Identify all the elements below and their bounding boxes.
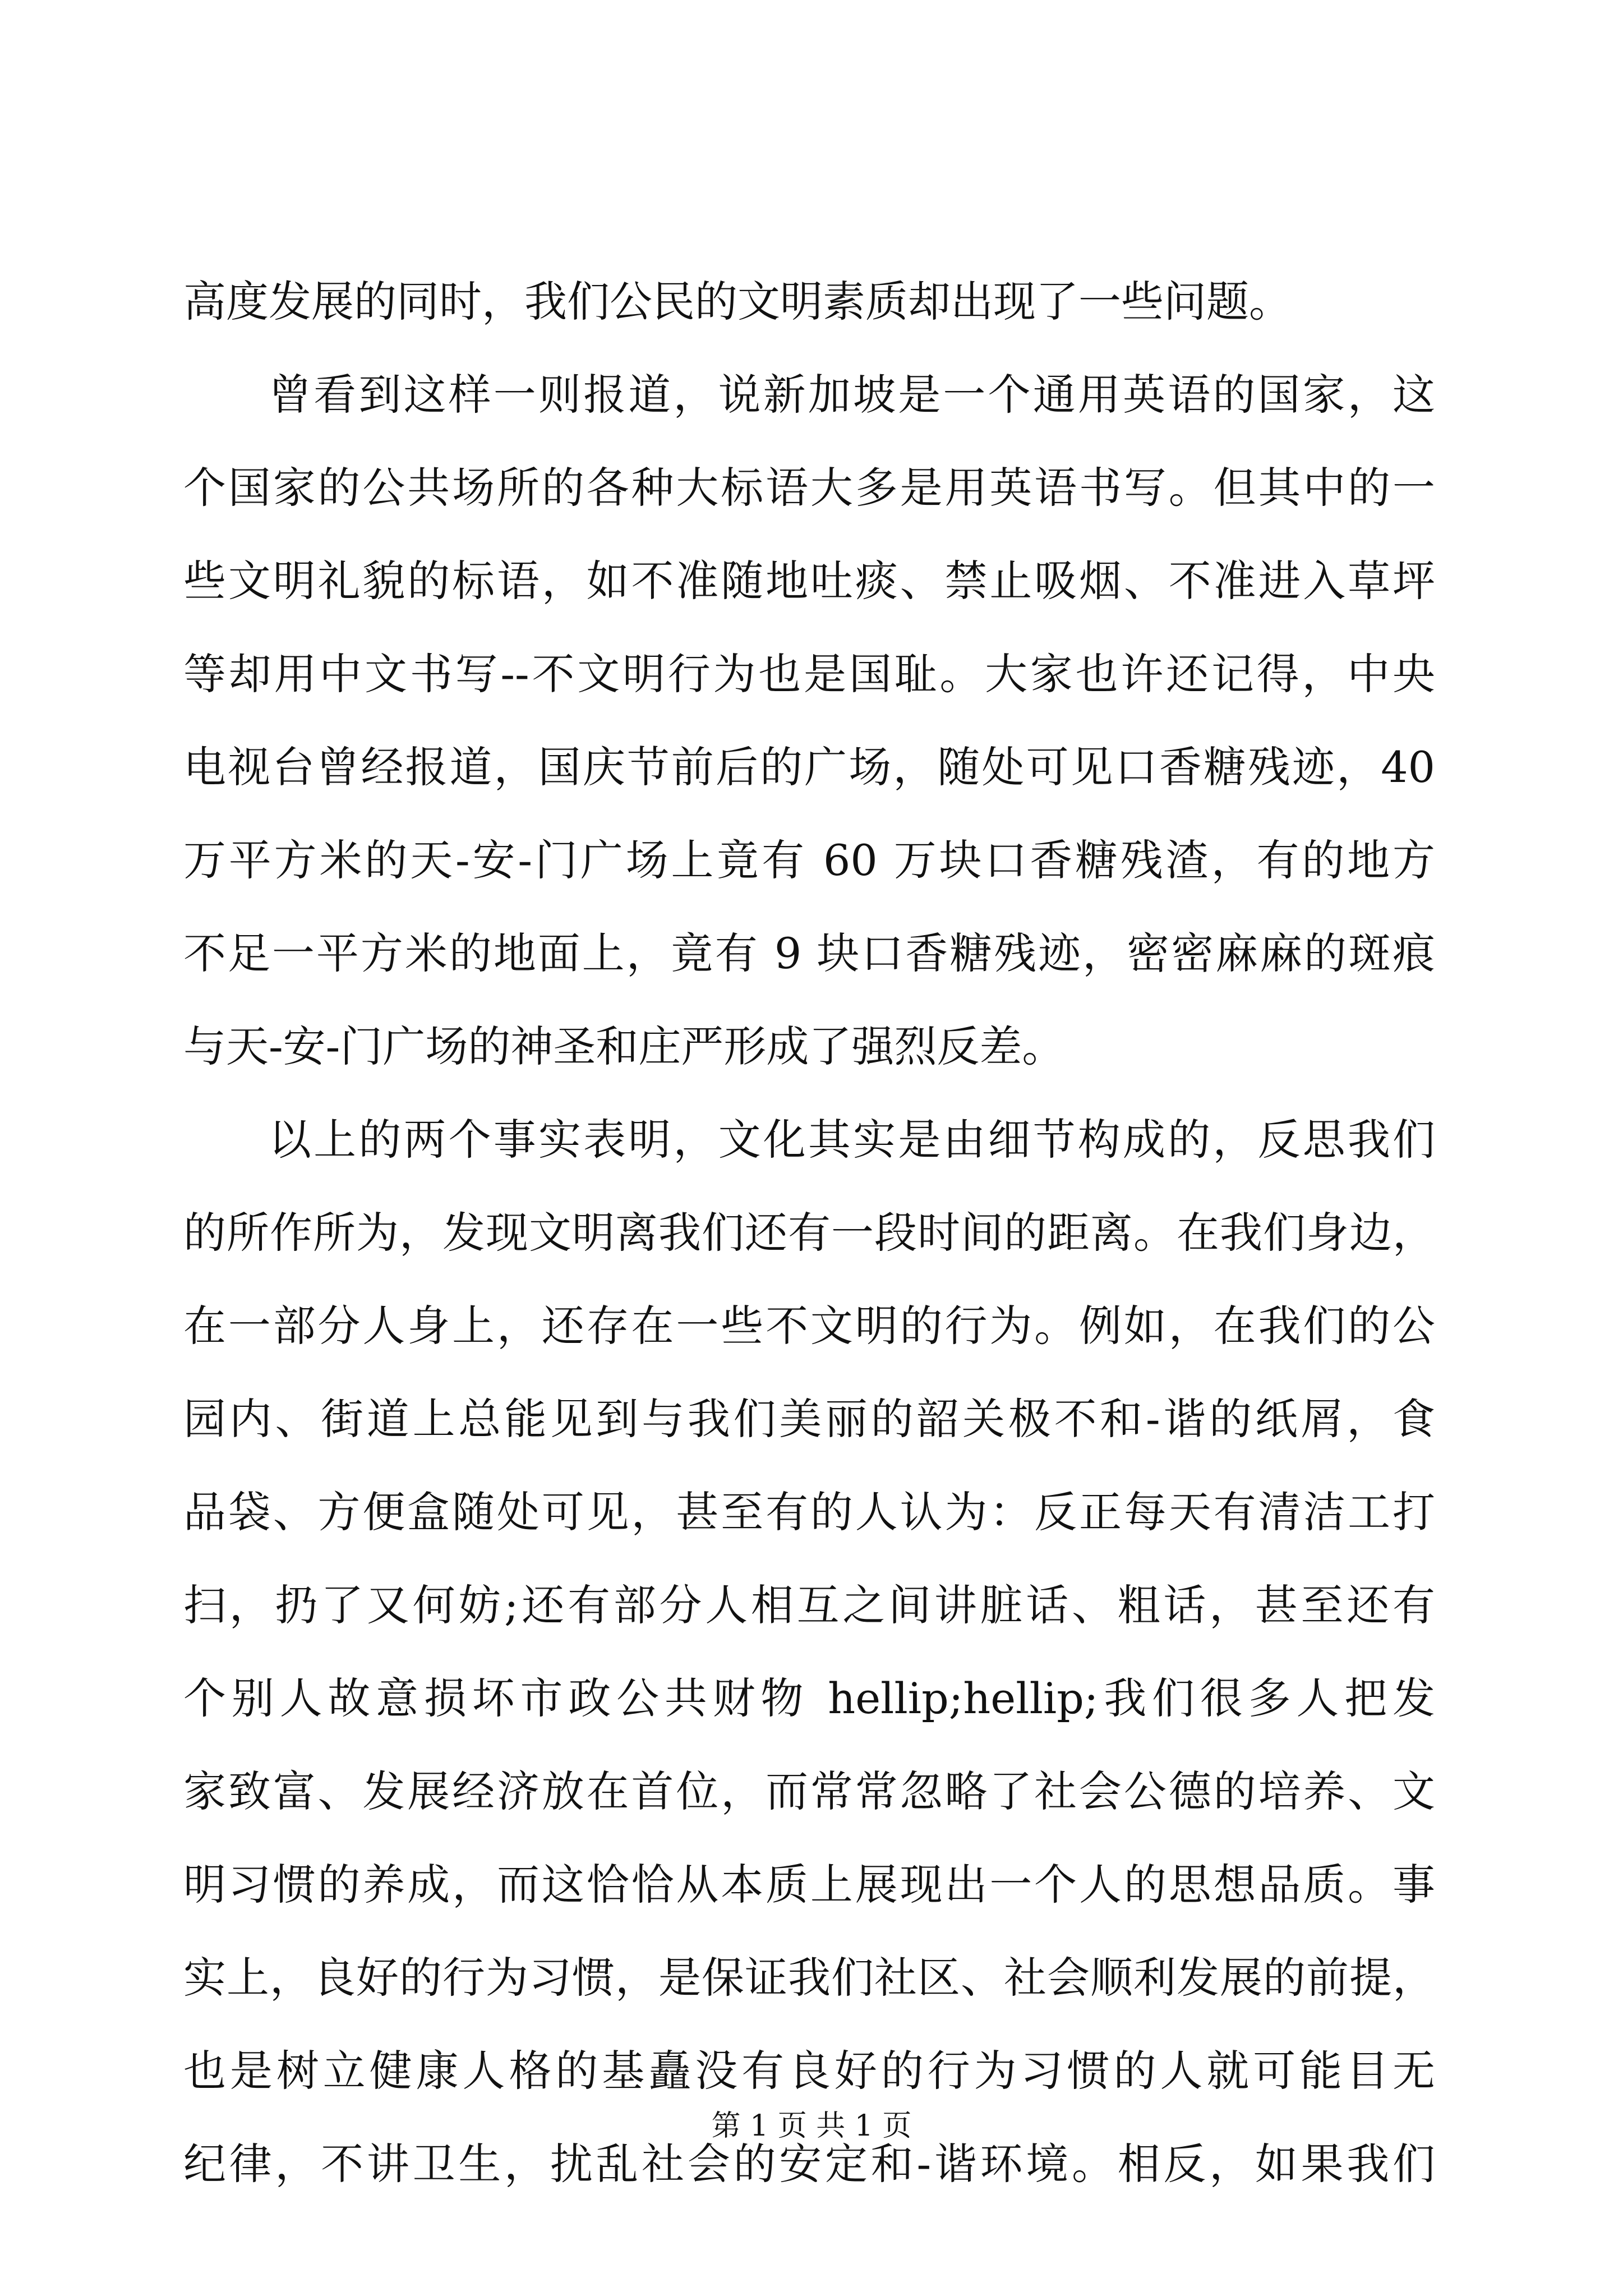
text-line: 园内、街道上总能见到与我们美丽的韶关极不和-谐的纸屑，食 xyxy=(183,1394,1435,1444)
text-line: 高度发展的同时，我们公民的文明素质却出现了一些问题。 xyxy=(183,277,1292,326)
text-line: 与天-安-门广场的神圣和庄严形成了强烈反差。 xyxy=(183,1022,1065,1071)
text-line: 万平方米的天-安-门广场上竟有 60 万块口香糖残渣，有的地方 xyxy=(183,835,1435,885)
text-line: 明习惯的养成，而这恰恰从本质上展现出一个人的思想品质。事 xyxy=(183,1860,1435,1910)
text-line: 也是树立健康人格的基矗没有良好的行为习惯的人就可能目无 xyxy=(183,2046,1435,2096)
text-line: 实上，良好的行为习惯，是保证我们社区、社会顺利发展的前提， xyxy=(183,1953,1435,2003)
page-footer: 第 1 页 共 1 页 xyxy=(711,2109,912,2143)
text-line: 纪律，不讲卫生，扰乱社会的安定和-谐环境。相反，如果我们 xyxy=(183,2139,1435,2189)
text-line: 等却用中文书写--不文明行为也是国耻。大家也许还记得，中央 xyxy=(183,649,1435,699)
text-line: 个别人故意损坏市政公共财物 hellip;hellip;我们很多人把发 xyxy=(183,1673,1435,1723)
text-line: 些文明礼貌的标语，如不准随地吐痰、禁止吸烟、不准进入草坪 xyxy=(183,556,1435,606)
document-body xyxy=(183,255,1435,2211)
paragraph xyxy=(183,1093,1435,2211)
text-line: 的所作所为，发现文明离我们还有一段时间的距离。在我们身边， xyxy=(183,1208,1435,1258)
text-line: 电视台曾经报道，国庆节前后的广场，随处可见口香糖残迹，40 xyxy=(183,742,1435,792)
text-line: 品袋、方便盒随处可见，甚至有的人认为：反正每天有清洁工打 xyxy=(183,1487,1435,1537)
text-line: 家致富、发展经济放在首位，而常常忽略了社会公德的培养、文 xyxy=(183,1766,1435,1816)
text-line: 个国家的公共场所的各种大标语大多是用英语书写。但其中的一 xyxy=(183,463,1435,513)
text-line: 在一部分人身上，还存在一些不文明的行为。例如，在我们的公 xyxy=(183,1301,1435,1351)
text-line: 曾看到这样一则报道，说新加坡是一个通用英语的国家，这 xyxy=(269,370,1435,420)
text-line: 以上的两个事实表明，文化其实是由细节构成的，反思我们 xyxy=(269,1115,1435,1165)
text-line: 不足一平方米的地面上，竟有 9 块口香糖残迹，密密麻麻的斑痕 xyxy=(183,928,1435,978)
paragraph xyxy=(183,348,1435,1093)
paragraph xyxy=(183,255,1435,348)
text-line: 扫，扔了又何妨;还有部分人相互之间讲脏话、粗话，甚至还有 xyxy=(183,1580,1435,1630)
